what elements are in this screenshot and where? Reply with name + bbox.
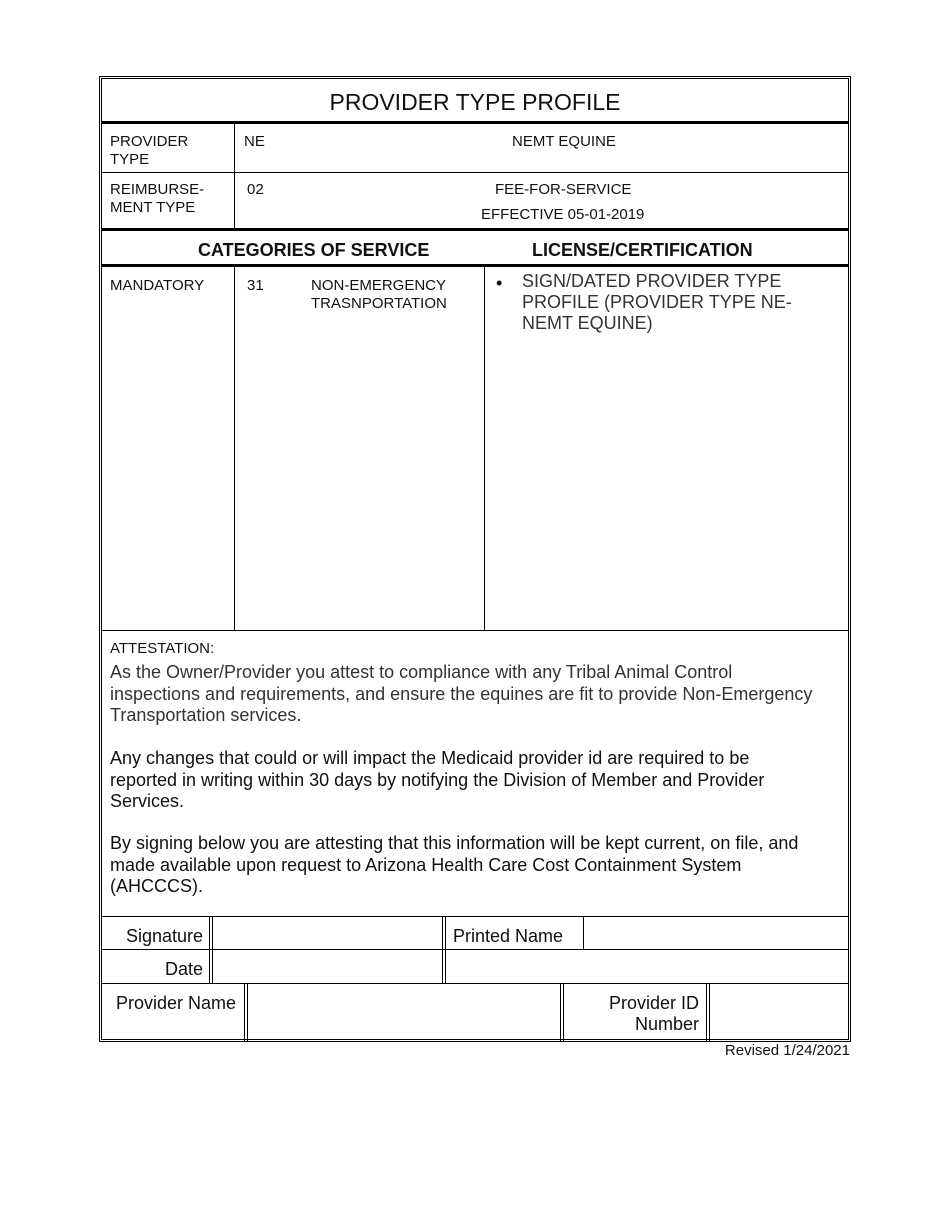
provider-type-label: PROVIDER TYPE <box>110 133 189 168</box>
text-line: inspections and requirements, and ensure the equines are fit to provide Non-Emergency <box>110 683 813 704</box>
divider <box>102 630 848 631</box>
date-field[interactable] <box>213 950 442 983</box>
signature-label: Signature <box>125 926 203 946</box>
provider-id-field[interactable] <box>710 984 848 1039</box>
categories-header: CATEGORIES OF SERVICE <box>198 240 430 260</box>
divider <box>209 917 210 984</box>
reimbursement-effective: EFFECTIVE 05-01-2019 <box>481 206 645 223</box>
revised-date: Revised 1/24/2021 <box>724 1042 850 1059</box>
provider-id-label <box>564 993 699 1035</box>
text-line: made available upon request to Arizona Health Care Cost Containment System <box>110 854 742 875</box>
text-line: By signing below you are attesting that this information will be kept current, on file, and <box>110 833 799 853</box>
date-label: Date <box>164 959 203 979</box>
divider <box>445 917 446 984</box>
divider <box>234 267 235 630</box>
printed-name-label: Printed Name <box>453 926 564 946</box>
mandatory-description-line1: NON-EMERGENCY <box>311 277 447 294</box>
license-header: LICENSE/CERTIFICATION <box>532 240 753 260</box>
reimbursement-label <box>110 181 204 217</box>
license-item <box>522 271 842 334</box>
attestation-label: ATTESTATION: <box>110 640 215 657</box>
license-item-line: PROFILE (PROVIDER TYPE NE- <box>522 292 792 312</box>
text-line: Any changes that could or will impact the Medicaid provider id are required to be <box>110 748 750 768</box>
divider <box>244 984 245 1041</box>
license-item-line: SIGN/DATED PROVIDER TYPE <box>522 271 782 291</box>
reimbursement-code: 02 <box>247 181 264 198</box>
divider <box>102 172 848 173</box>
license-item-line: NEMT EQUINE) <box>522 313 653 333</box>
provider-type-code: NE <box>244 133 265 150</box>
text-line: (AHCCCS). <box>110 876 203 896</box>
attestation-paragraph-3 <box>110 833 850 898</box>
reimbursement-label-line2: MENT TYPE <box>110 199 196 216</box>
provider-name-label: Provider Name <box>116 993 237 1013</box>
text-line: Transportation services. <box>110 705 302 725</box>
mandatory-label: MANDATORY <box>110 277 205 294</box>
divider <box>102 121 848 124</box>
text-line: As the Owner/Provider you attest to compliance with any Tribal Animal Control <box>110 662 733 682</box>
mandatory-description <box>311 277 447 313</box>
printed-name-field[interactable] <box>584 917 848 949</box>
divider <box>102 264 848 267</box>
attestation-paragraph-1 <box>110 662 850 727</box>
text-line: reported in writing within 30 days by notifying the Division of Member and Provider <box>110 769 765 790</box>
reimbursement-label-line1: REIMBURSE- <box>110 181 205 198</box>
provider-type-description: NEMT EQUINE <box>512 133 616 150</box>
mandatory-description-line2: TRASNPORTATION <box>311 295 447 312</box>
text-line: Services. <box>110 791 185 811</box>
provider-type-profile-form <box>99 76 851 1042</box>
divider <box>102 228 848 231</box>
reimbursement-type: FEE-FOR-SERVICE <box>495 181 632 198</box>
divider <box>560 984 561 1041</box>
divider <box>706 984 707 1041</box>
attestation-paragraph-2 <box>110 748 850 813</box>
divider <box>442 917 443 984</box>
provider-name-field[interactable] <box>248 984 560 1039</box>
signature-field[interactable] <box>213 917 442 949</box>
form-title: PROVIDER TYPE PROFILE <box>329 89 621 115</box>
bullet-icon: • <box>496 273 503 293</box>
divider <box>484 267 485 630</box>
mandatory-code: 31 <box>247 277 264 294</box>
provider-id-label-line1: Provider ID <box>608 993 699 1013</box>
provider-id-label-line2: Number <box>634 1014 699 1034</box>
divider <box>234 124 235 228</box>
